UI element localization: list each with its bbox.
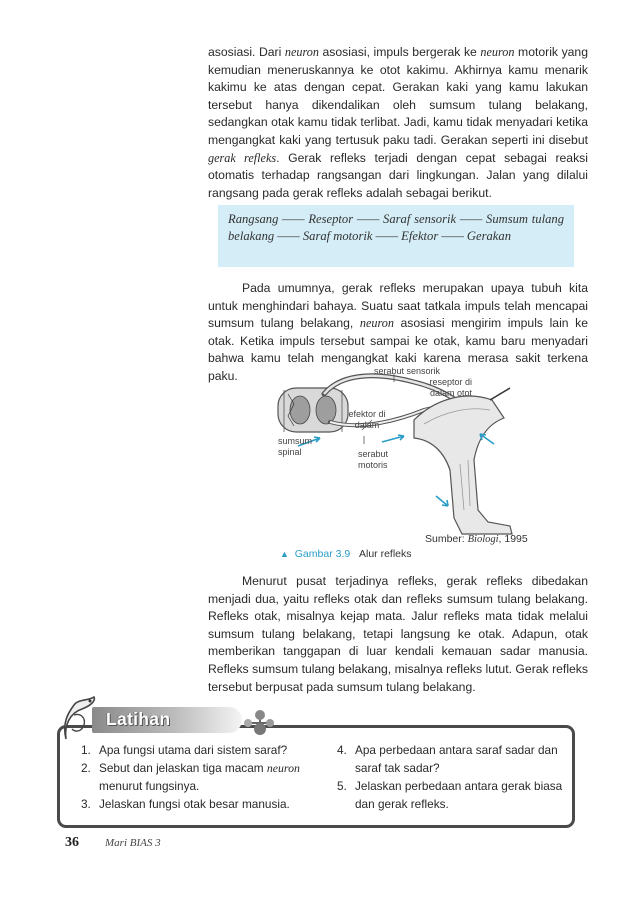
term-neuron: neuron (266, 761, 300, 775)
text-run: Sebut dan jelaskan tiga macam (99, 761, 267, 775)
page-number: 36 (65, 835, 79, 850)
question-text (99, 759, 321, 795)
nail-icon (490, 388, 510, 400)
question-number: 1. (81, 743, 91, 757)
reflex-path-box: Rangsang —— Reseptor —— Saraf sensorik —— Sumsum tulang belakang —— Saraf motorik —— Efektor —— Gerakan (218, 205, 574, 267)
exercise-questions-right (337, 741, 567, 813)
question-text: Jelaskan perbedaan antara gerak biasa dan gerak refleks. (355, 779, 563, 811)
caption-number: Gambar 3.9 (294, 548, 351, 560)
text-run: menurut fungsinya. (99, 779, 200, 793)
reflex-arc-figure (264, 360, 524, 550)
question-item (81, 759, 321, 795)
question-item (337, 741, 567, 777)
arrow-icon (436, 496, 448, 506)
figure-caption (280, 548, 412, 560)
question-text: Apa fungsi utama dari sistem saraf? (99, 743, 288, 757)
label-serabut-motoris: serabut motoris (358, 449, 389, 470)
question-number: 5. (337, 779, 347, 793)
exercise-questions-left (81, 741, 321, 813)
source-title: Biologi (467, 534, 499, 545)
text-run: Pada umumnya, gerak refleks merupakan upaya tubuh kita untuk menghindari bahaya. Suatu saat tatkala impuls telah mencapai sumsum tulang belakang, (208, 281, 588, 331)
text-run: asosiasi mengirim impuls lain ke otak. Ketika impuls tersebut sampai ke otak, kamu baru menyadari bahwa kamu telah mengangkat kaki karena merasa sakit terkena paku. (208, 316, 588, 383)
question-number: 4. (337, 743, 347, 757)
text-run: asosiasi, impuls bergerak ke (318, 45, 481, 59)
term-gerak-refleks: gerak refleks (208, 150, 277, 165)
label-sumsum-spinal: sumsum spinal (278, 436, 313, 457)
text-run: . Gerak refleks terjadi dengan cepat sebagai reaksi otomatis terhadap rangsangan dari lingkungan. Jalan yang dilalui rangsang pada gerak refleks adalah sebagai berikut. (208, 150, 588, 200)
paragraph-reflex-types: Menurut pusat terjadinya refleks, gerak refleks dibedakan menjadi dua, yaitu refleks otak dan refleks sumsum tulang belakang. Refleks otak, misalnya kejap mata. Jalur refleks mata tidak melalui sumsum tulang belakang, tetapi langsung ke otak. Adapun, otak memberikan tanggapan di luar kendali kemauan sadar manusia. Refleks sumsum tulang belakang, misalnya refleks lutut. Gerak refleks tersebut berpusat pada sumsum tulang belakang. (208, 574, 588, 694)
paragraph-intro (208, 44, 588, 202)
source-prefix: Sumber: (425, 533, 468, 545)
label-efektor: efektor di dalam (348, 409, 386, 430)
question-number: 2. (81, 761, 91, 775)
caption-text: Alur refleks (358, 548, 412, 560)
term-neuron: neuron (284, 45, 319, 59)
question-text: Jelaskan fungsi otak besar manusia. (99, 797, 290, 811)
question-item (337, 777, 567, 813)
question-number: 3. (81, 797, 91, 811)
label-reseptor: reseptor di dalam otot (429, 377, 472, 398)
text-run: asosiasi. Dari (208, 45, 285, 59)
text-run: motorik yang kemudian meneruskannya ke otot kakimu. Akhirnya kamu menarik kakimu ke atas dengan cepat. Gerakan kaki yang kamu lakukan tersebut hanya dikendalikan oleh sumsum tulang belakang, sedangkan otak kamu tidak terlibat. Jadi, kamu tidak menyadari ketika mengangkat kaki yang tertusuk paku tadi. Gerakan seperti ini disebut (208, 45, 588, 147)
label-serabut-sensorik: serabut sensorik (374, 366, 441, 376)
source-year: , 1995 (498, 533, 528, 545)
figure-source (425, 533, 528, 545)
exercise-title: Latihan (106, 709, 171, 729)
question-item (81, 741, 321, 759)
book-title: Mari BIAS 3 (105, 837, 161, 849)
leg-drawing (414, 396, 512, 534)
term-neuron: neuron (480, 45, 515, 59)
molecule-dots-icon (238, 707, 278, 737)
question-text: Apa perbedaan antara saraf sadar dan saraf tak sadar? (355, 743, 558, 775)
triangle-icon: ▲ (280, 549, 289, 559)
question-item (81, 795, 321, 813)
term-neuron: neuron (359, 316, 394, 331)
